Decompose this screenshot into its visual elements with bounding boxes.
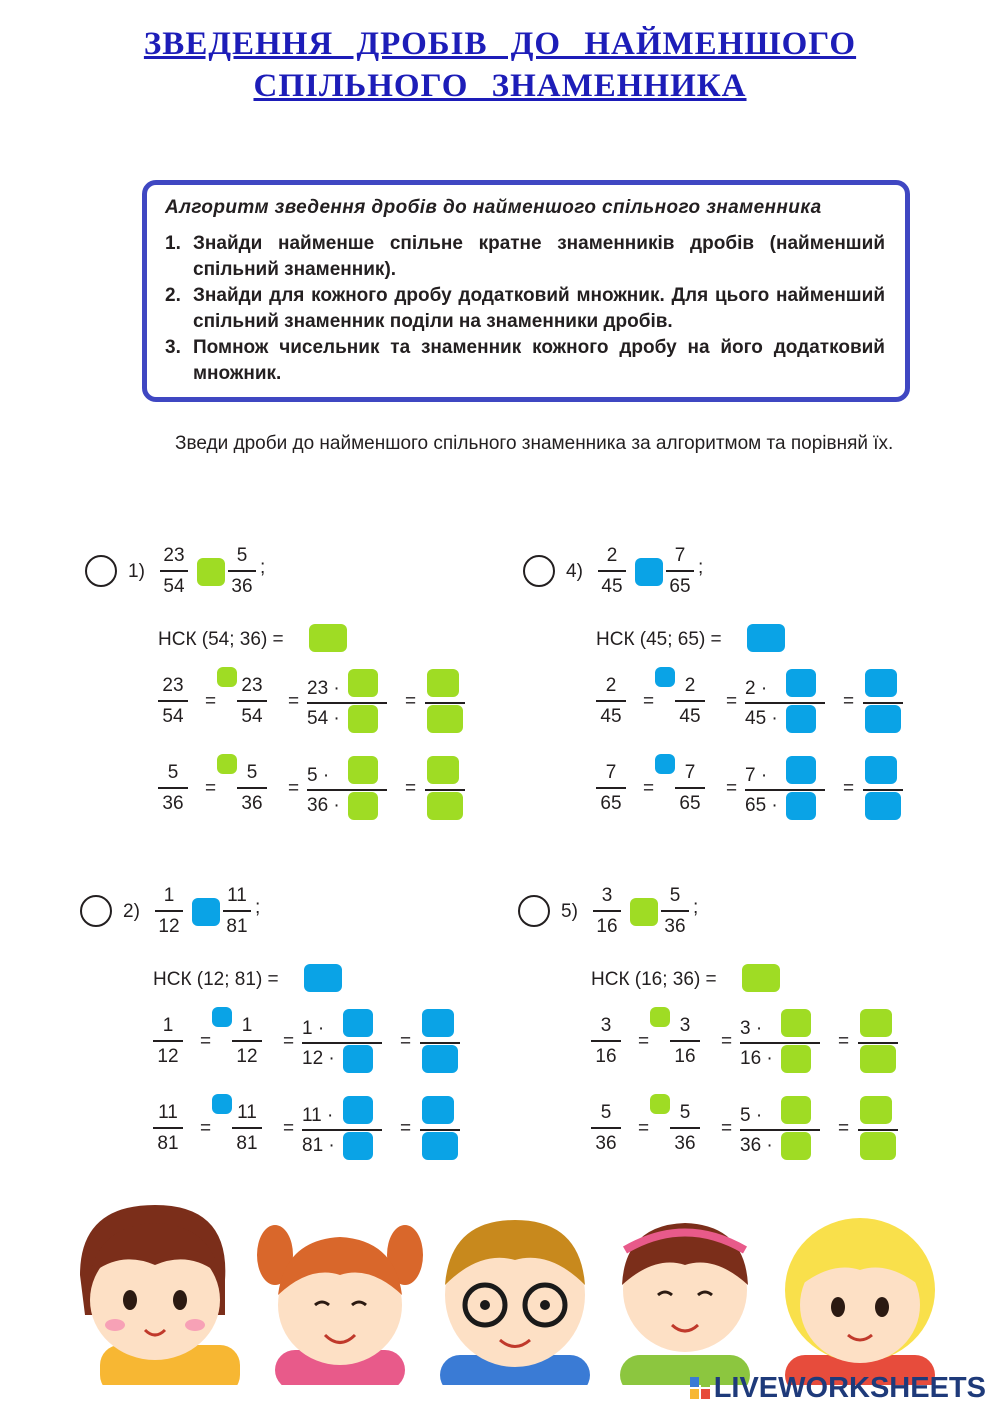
numerator: 5 (246, 762, 258, 783)
fraction-bar (661, 910, 689, 912)
denominator: 81 (236, 1132, 258, 1154)
row-a-numerator-multiply: 2 · (745, 678, 768, 699)
row-a-num-multiplier-box[interactable] (343, 1009, 373, 1037)
row-b-result-num-box[interactable] (865, 756, 897, 784)
row-b-original-fraction (153, 1102, 183, 1155)
numerator: 5 (167, 762, 179, 783)
numerator: 11 (158, 1102, 178, 1123)
numerator: 3 (601, 885, 613, 906)
exercise-number: 4) (566, 561, 583, 582)
algorithm-step-1 (165, 231, 885, 283)
row-b-fraction-copy (675, 762, 705, 815)
row-a-den-multiplier-box[interactable] (781, 1045, 811, 1073)
fraction-bar (675, 787, 705, 789)
row-a-result-num-box[interactable] (427, 669, 459, 697)
row-b-denominator-multiply: 65 · (745, 795, 778, 816)
row-a-numerator-multiply: 3 · (740, 1018, 763, 1039)
equals-sign: = (405, 691, 417, 712)
fraction-bar (596, 700, 626, 702)
separator: ; (698, 557, 704, 578)
row-b-original-fraction (158, 762, 188, 815)
separator: ; (255, 897, 261, 918)
step-text: Помнож чисельник та знаменник кожного дробу на його додатковий множник. (193, 337, 885, 384)
fraction-a (155, 885, 183, 938)
answer-circle[interactable] (85, 555, 117, 587)
denominator: 45 (679, 705, 701, 727)
compare-sign-box[interactable] (192, 898, 220, 926)
denominator: 81 (157, 1132, 179, 1154)
denominator: 65 (669, 575, 691, 597)
fraction-bar (232, 1127, 262, 1129)
row-b-fraction-copy (670, 1102, 700, 1155)
answer-circle[interactable] (523, 555, 555, 587)
fraction-bar (232, 1040, 262, 1042)
row-a-fraction-bar (307, 702, 387, 704)
denominator: 45 (600, 705, 622, 727)
children-illustration (60, 1195, 1000, 1385)
denominator: 54 (163, 575, 185, 597)
denominator: 12 (158, 915, 180, 937)
row-a-fraction-bar (740, 1042, 820, 1044)
denominator: 36 (162, 792, 184, 814)
algorithm-step-2 (165, 283, 885, 335)
equals-sign: = (283, 1031, 295, 1052)
row-a-result-den-box[interactable] (860, 1045, 896, 1073)
answer-circle[interactable] (518, 895, 550, 927)
row-b-result-bar (425, 789, 465, 791)
fraction-a (160, 545, 188, 598)
row-b-denominator-multiply: 36 · (740, 1135, 773, 1156)
numerator: 3 (600, 1015, 612, 1036)
row-a-result-bar (863, 702, 903, 704)
row-b-denominator-multiply: 81 · (302, 1135, 335, 1156)
fraction-bar (223, 910, 251, 912)
row-b-num-multiplier-box[interactable] (781, 1096, 811, 1124)
algorithm-step-3 (165, 335, 885, 387)
equals-sign: = (726, 691, 738, 712)
compare-sign-box[interactable] (197, 558, 225, 586)
equals-sign: = (843, 778, 855, 799)
numerator: 11 (227, 885, 247, 906)
row-a-original-fraction (591, 1015, 621, 1068)
page-title-line2: СПІЛЬНОГО ЗНАМЕННИКА (253, 68, 747, 104)
row-a-num-multiplier-box[interactable] (348, 669, 378, 697)
logo-text: LIVEWORKSHEETS (713, 1372, 986, 1404)
equals-sign: = (283, 1118, 295, 1139)
numerator: 2 (684, 675, 696, 696)
lcm-answer-box[interactable] (304, 964, 342, 992)
row-a-den-multiplier-box[interactable] (348, 705, 378, 733)
row-b-result-den-box[interactable] (865, 792, 901, 820)
numerator: 5 (236, 545, 248, 566)
row-a-den-multiplier-box[interactable] (786, 705, 816, 733)
fraction-b (661, 885, 689, 938)
equals-sign: = (838, 1031, 850, 1052)
row-a-multiplier-box[interactable] (650, 1007, 670, 1027)
child-face-3 (440, 1220, 590, 1385)
row-a-fraction-bar (302, 1042, 382, 1044)
denominator: 16 (596, 915, 618, 937)
row-b-den-multiplier-box[interactable] (348, 792, 378, 820)
row-a-fraction-copy (670, 1015, 700, 1068)
row-b-original-fraction (591, 1102, 621, 1155)
step-text: Знайди для кожного дробу додатковий множник. Для цього найменший спільний знаменник поділи на знаменники дробів. (193, 285, 885, 332)
lcm-label: НСК (45; 65) = (596, 629, 722, 650)
compare-sign-box[interactable] (635, 558, 663, 586)
row-a-numerator-multiply: 1 · (302, 1018, 325, 1039)
fraction-bar (670, 1040, 700, 1042)
denominator: 16 (674, 1045, 696, 1067)
row-a-denominator-multiply: 12 · (302, 1048, 335, 1069)
separator: ; (693, 897, 699, 918)
row-a-result-den-box[interactable] (865, 705, 901, 733)
row-b-multiplier-box[interactable] (650, 1094, 670, 1114)
fraction-a (593, 885, 621, 938)
fraction-bar (155, 910, 183, 912)
row-a-result-num-box[interactable] (422, 1009, 454, 1037)
fraction-b (223, 885, 251, 938)
row-b-fraction-bar (745, 789, 825, 791)
row-b-fraction-bar (307, 789, 387, 791)
row-b-result-num-box[interactable] (427, 756, 459, 784)
compare-sign-box[interactable] (630, 898, 658, 926)
fraction-bar (596, 787, 626, 789)
fraction-bar (670, 1127, 700, 1129)
fraction-bar (675, 700, 705, 702)
equals-sign: = (643, 778, 655, 799)
row-b-multiplier-box[interactable] (655, 754, 675, 774)
denominator: 65 (600, 792, 622, 814)
fraction-bar (237, 700, 267, 702)
numerator: 7 (605, 762, 617, 783)
denominator: 81 (226, 915, 248, 937)
equals-sign: = (638, 1118, 650, 1139)
fraction-bar (666, 570, 694, 572)
child-face-5 (785, 1218, 935, 1385)
row-a-denominator-multiply: 54 · (307, 708, 340, 729)
numerator: 5 (669, 885, 681, 906)
row-a-result-bar (425, 702, 465, 704)
denominator: 54 (241, 705, 263, 727)
equals-sign: = (721, 1118, 733, 1139)
row-a-numerator-multiply: 23 · (307, 678, 340, 699)
row-b-result-den-box[interactable] (427, 792, 463, 820)
fraction-a (598, 545, 626, 598)
row-a-result-den-box[interactable] (422, 1045, 458, 1073)
row-b-original-fraction (596, 762, 626, 815)
denominator: 36 (241, 792, 263, 814)
row-a-original-fraction (158, 675, 188, 728)
fraction-bar (598, 570, 626, 572)
step-number: 2. (165, 285, 181, 306)
separator: ; (260, 557, 266, 578)
row-b-fraction-copy (232, 1102, 262, 1155)
equals-sign: = (843, 691, 855, 712)
row-a-denominator-multiply: 45 · (745, 708, 778, 729)
logo-icon (690, 1377, 710, 1399)
equals-sign: = (721, 1031, 733, 1052)
denominator: 45 (601, 575, 623, 597)
row-a-multiplier-box[interactable] (655, 667, 675, 687)
row-b-num-multiplier-box[interactable] (786, 756, 816, 784)
numerator: 23 (162, 675, 184, 696)
row-b-denominator-multiply: 36 · (307, 795, 340, 816)
numerator: 23 (163, 545, 185, 566)
row-b-den-multiplier-box[interactable] (343, 1132, 373, 1160)
row-b-result-bar (858, 1129, 898, 1131)
denominator: 36 (674, 1132, 696, 1154)
row-b-result-bar (863, 789, 903, 791)
row-b-fraction-bar (740, 1129, 820, 1131)
exercise-number: 1) (128, 561, 145, 582)
row-a-fraction-copy (237, 675, 267, 728)
denominator: 12 (236, 1045, 258, 1067)
equals-sign: = (643, 691, 655, 712)
fraction-bar (158, 787, 188, 789)
row-a-original-fraction (596, 675, 626, 728)
equals-sign: = (200, 1118, 212, 1139)
denominator: 16 (595, 1045, 617, 1067)
fraction-bar (591, 1127, 621, 1129)
fraction-bar (237, 787, 267, 789)
row-a-original-fraction (153, 1015, 183, 1068)
denominator: 36 (231, 575, 253, 597)
child-face-1 (80, 1205, 240, 1385)
numerator: 7 (684, 762, 696, 783)
row-a-result-bar (420, 1042, 460, 1044)
row-a-den-multiplier-box[interactable] (343, 1045, 373, 1073)
denominator: 65 (679, 792, 701, 814)
row-a-result-num-box[interactable] (860, 1009, 892, 1037)
row-a-fraction-copy (232, 1015, 262, 1068)
exercise-number: 2) (123, 901, 140, 922)
denominator: 36 (595, 1132, 617, 1154)
row-b-numerator-multiply: 5 · (307, 765, 330, 786)
numerator: 2 (606, 545, 618, 566)
instruction-text: Зведи дроби до найменшого спільного знаменника за алгоритмом та порівняй їх. (175, 433, 894, 454)
row-b-multiplier-box[interactable] (217, 754, 237, 774)
liveworksheets-logo (690, 1372, 986, 1405)
row-a-multiplier-box[interactable] (217, 667, 237, 687)
row-b-den-multiplier-box[interactable] (786, 792, 816, 820)
equals-sign: = (405, 778, 417, 799)
row-a-result-bar (858, 1042, 898, 1044)
row-a-num-multiplier-box[interactable] (781, 1009, 811, 1037)
lcm-label: НСК (12; 81) = (153, 969, 279, 990)
fraction-bar (593, 910, 621, 912)
row-b-result-bar (420, 1129, 460, 1131)
denominator: 54 (162, 705, 184, 727)
row-b-fraction-bar (302, 1129, 382, 1131)
numerator: 5 (679, 1102, 691, 1123)
equals-sign: = (288, 778, 300, 799)
fraction-b (228, 545, 256, 598)
lcm-answer-box[interactable] (742, 964, 780, 992)
row-b-result-den-box[interactable] (860, 1132, 896, 1160)
numerator: 7 (674, 545, 686, 566)
page-title-line1: ЗВЕДЕННЯ ДРОБІВ ДО НАЙМЕНШОГО (143, 26, 857, 62)
numerator: 11 (237, 1102, 257, 1123)
child-face-4 (620, 1223, 750, 1385)
fraction-bar (158, 700, 188, 702)
equals-sign: = (400, 1118, 412, 1139)
lcm-answer-box[interactable] (309, 624, 347, 652)
fraction-bar (591, 1040, 621, 1042)
fraction-bar (228, 570, 256, 572)
row-a-fraction-copy (675, 675, 705, 728)
fraction-bar (153, 1040, 183, 1042)
denominator: 12 (157, 1045, 179, 1067)
exercise-number: 5) (561, 901, 578, 922)
row-b-num-multiplier-box[interactable] (348, 756, 378, 784)
equals-sign: = (288, 691, 300, 712)
numerator: 5 (600, 1102, 612, 1123)
row-a-result-num-box[interactable] (865, 669, 897, 697)
fraction-b (666, 545, 694, 598)
row-b-result-den-box[interactable] (422, 1132, 458, 1160)
row-b-fraction-copy (237, 762, 267, 815)
row-b-numerator-multiply: 7 · (745, 765, 768, 786)
equals-sign: = (200, 1031, 212, 1052)
row-a-num-multiplier-box[interactable] (786, 669, 816, 697)
equals-sign: = (205, 691, 217, 712)
algorithm-box (142, 180, 910, 402)
step-text: Знайди найменше спільне кратне знаменників дробів (найменший спільний знаменник). (193, 233, 885, 280)
row-a-fraction-bar (745, 702, 825, 704)
answer-circle[interactable] (80, 895, 112, 927)
equals-sign: = (205, 778, 217, 799)
step-number: 1. (165, 233, 181, 254)
row-b-numerator-multiply: 5 · (740, 1105, 763, 1126)
step-number: 3. (165, 337, 181, 358)
fraction-bar (153, 1127, 183, 1129)
child-face-2 (257, 1225, 423, 1385)
equals-sign: = (400, 1031, 412, 1052)
numerator: 1 (241, 1015, 253, 1036)
numerator: 1 (162, 1015, 174, 1036)
row-a-denominator-multiply: 16 · (740, 1048, 773, 1069)
row-b-den-multiplier-box[interactable] (781, 1132, 811, 1160)
numerator: 23 (241, 675, 263, 696)
lcm-answer-box[interactable] (747, 624, 785, 652)
algorithm-title: Алгоритм зведення дробів до найменшого спільного знаменника (165, 197, 822, 218)
numerator: 1 (163, 885, 175, 906)
fraction-bar (160, 570, 188, 572)
equals-sign: = (838, 1118, 850, 1139)
row-b-numerator-multiply: 11 · (302, 1105, 334, 1126)
row-b-multiplier-box[interactable] (212, 1094, 232, 1114)
lcm-label: НСК (54; 36) = (158, 629, 284, 650)
numerator: 2 (605, 675, 617, 696)
numerator: 3 (679, 1015, 691, 1036)
equals-sign: = (638, 1031, 650, 1052)
row-a-result-den-box[interactable] (427, 705, 463, 733)
denominator: 36 (664, 915, 686, 937)
row-b-result-num-box[interactable] (422, 1096, 454, 1124)
equals-sign: = (726, 778, 738, 799)
row-b-result-num-box[interactable] (860, 1096, 892, 1124)
row-a-multiplier-box[interactable] (212, 1007, 232, 1027)
lcm-label: НСК (16; 36) = (591, 969, 717, 990)
row-b-num-multiplier-box[interactable] (343, 1096, 373, 1124)
